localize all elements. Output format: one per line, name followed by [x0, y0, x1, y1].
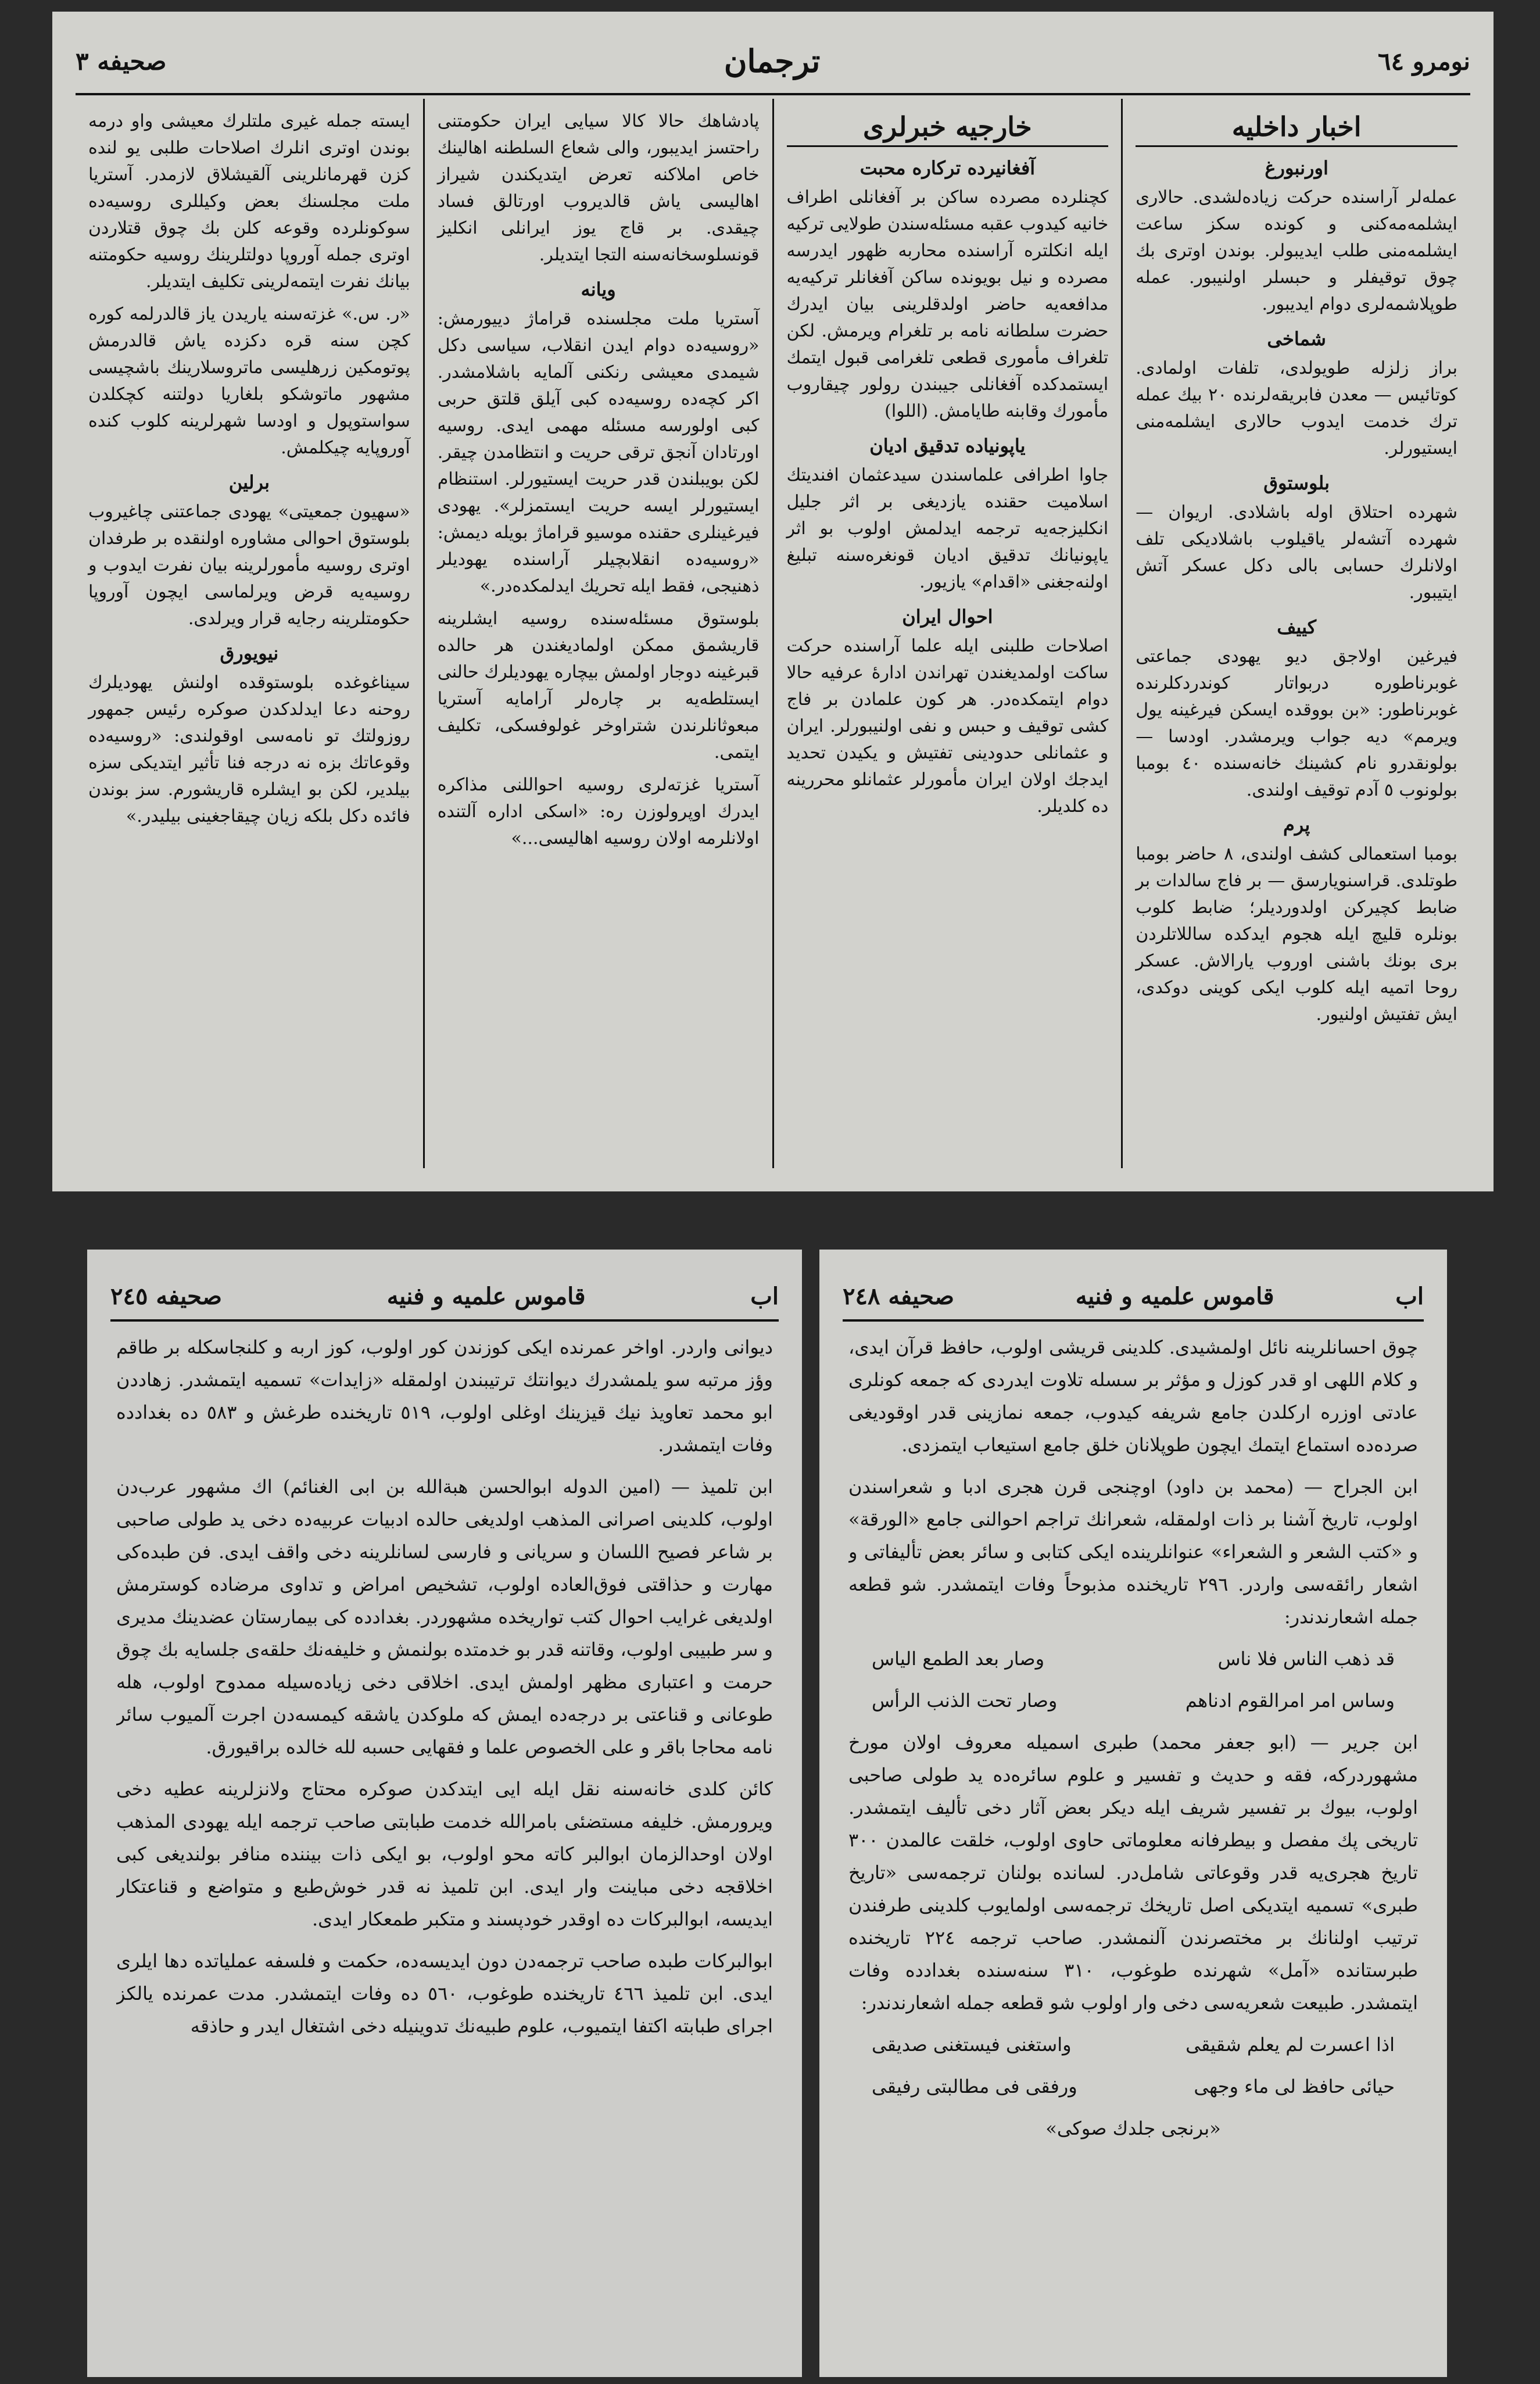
section-text: عمله‌لر آراسنده حركت زياده‌لشدی. حالاری ايشلمه‌مه‌كنی و كونده سكز ساعت ايشلمه‌منی طلب ايديبولر. بوندن اوتری بك چوق توقيفلر و حبسلر اولنيبور. عمله طوپلاشمه‌لری دوام ايديبور. [1136, 187, 1457, 314]
columns [76, 99, 1470, 1168]
issue-number: نومرو ٦٤ [1377, 46, 1470, 76]
page-number: صحيفه ٢٤٨ [843, 1282, 954, 1310]
verse-hemistich: واستغنی فيستغنی صديقی [872, 2034, 1072, 2056]
paragraph: ابن تلميذ — (امين الدوله ابوالحسن هبةالله بن ابی الغنائم) اك مشهور عرب‌دن اولوب، كلدينی اصرانی المذهب اولديغی حالده ادبيات عربيه‌ده دخی يد طولی صاحبی بر شاعر فصيح اللسان و سريانی و فارسی لسانلرينه دخی واقف ايدی. فن طبده‌كی مهارت و حذاقتی فوق‌العاده اولوب، تشخيص امراض و تداوی مرضاده كوسترمش اولديغی غرايب احوال كتب تواريخده مشهوردر. بغدادده كی بيمارستان عضدينك مديری و سر طبيبی اولوب، وقاتنه قدر بو خدمتده بولنمش و خليفه‌نك حلقه‌ی جلسايه بك چوق حرمت و اعتباری مظهر اولمش ايدی. اخلاقی دخی زياده‌سيله ممدوح اولوب، هله طوعانی و قناعتی بر درجه‌ده ايمش كه ملوكدن ياشقه كيمسه‌دن اجرت آلميوب سائر نامه محاجا باقر و علی الخصوص علما و فقهايی حسبه لله خالده براقيورق. [116, 1476, 773, 1758]
section-title: اورنبورغ [1265, 157, 1328, 179]
page-number: صحيفه ٢٤٥ [110, 1282, 222, 1310]
verse-line [848, 1684, 1418, 1717]
page-number: صحيفه ٣ [76, 46, 167, 76]
verse-hemistich: وصار تحت الذنب الرأس [872, 1689, 1058, 1712]
section-title: ويانه [581, 278, 616, 300]
column-europe-news [76, 99, 423, 1168]
column-heading: اخبار داخليه [1136, 108, 1457, 147]
page-body [116, 1331, 773, 2354]
section-title: پرم [1283, 814, 1310, 836]
paragraph: ابن الجراح — (محمد بن داود) اوچنجی قرن هجری ادبا و شعراسندن اولوب، تاريخ آشنا بر ذات اولمقله، شعرانك تراجم احوالنی جامع «الورقة» و «كتب الشعر و الشعراء» عنوانلرينده ايكی كتابی و سائر بعض تأليفاتی و اشعار رائقه‌سی واردر. ٢٩٦ تاريخنده مذبوحاً وفات ايتمشدر. شو قطعه جمله اشعارندندر: [848, 1476, 1418, 1628]
dictionary-page-left [87, 1250, 802, 2377]
paragraph: ابن جرير — (ابو جعفر محمد) طبری اسميله معروف اولان مورخ مشهوردركه، فقه و حديث و تفسير و علوم سائره‌ده يد طولی صاحبی اولوب، بيوك بر تفسير شريف ايله ديكر بعض آثار دخی تأليف ايتمشدر. تاريخی پك مفصل و بيطرفانه معلوماتی حاوی اولوب، خلقت عالمدن ٣٠٠ تاريخ هجری‌يه قدر وقوعاتی شامل‌در. لسانده بولنان ترجمه‌سی «تاريخ طبری» تسميه ايتديكی اصل تاريخك ترجمه‌سی اولمايوب كلدينی طرفندن ترتيب اولنانك بر مختصرندن آلنمشدر. صاحب ترجمه ٢٢٤ تاريخنده طبرستانده «آمل» شهرنده طوغوب، ٣١٠ سنه‌سنده بغدادده وفات ايتمشدر. طبيعت شعريه‌سی دخی وار اولوب شو قطعه جمله اشعارندندر: [848, 1731, 1418, 2014]
section-text: آستريا غزته‌لری روسيه احواللنی مذاكره ايدرك اوپرولوزن ره: «اسكی اداره آلتنده اولانلرمه اولان روسيه اهالیسی...» [437, 775, 760, 849]
section-text: اصلاحات طلبنی ايله علما آراسنده حركت ساكت اولمديغندن تهراندن ادارهٔ عرفيه حالا دوام ايتمكده‌در. هر كون علمادن بر فاج كشی توقيف و حبس و نفی اولنيبورلر. ايران و عثمانلی حدودينی تفتيش و يكيدن تحديد ايدجك اولان ايران مأمورلر عثمانلو محررينه ده كلديلر. [786, 636, 1109, 817]
verse-hemistich: اذا اعسرت لم يعلم شقيقی [1186, 2034, 1395, 2056]
paragraph: چوق احسانلرينه نائل اولمشيدی. كلدينی قريشی اولوب، حافظ قرآن ايدی، و كلام اللهی او قدر كوزل و مؤثر بر سسله تلاوت ايدردی كه جمعه كونلری عادتی اوزره اركلدن جامع شريفه كيدوب، جمعه نمازينی قدر اوقوديغی صرده‌ده استماع ايتمك ايچون طوپلانان خلق جامع استيعاب ايتمزدی. [848, 1336, 1418, 1456]
section-title: برلين [228, 471, 270, 493]
section-text: پادشاهك حالا كالا سيايی ايران حكومتنی راحتسز ايديبور، والی شعاع السلطنه اهالينك خاص املاكنه تعرض ايتديكندن شيراز اهالیسی ياش قالديروب اورتالق فساد چيقدی. بر قاج يوز ايرانلی انكليز قونسلوسخانه‌سنه التجا ايتديلر. [437, 111, 760, 265]
column-heading: خارجيه خبرلری [787, 108, 1109, 147]
section-title: كييف [1277, 616, 1316, 638]
paragraph: ابوالبركات طبده صاحب ترجمه‌دن دون ايديسه‌ده، حكمت و فلسفه عملياتده دها ايلری ايدی. ابن تلميذ ٤٦٦ تاريخنده طوغوب، ٥٦٠ ده وفات ايتمشدر. مدت عمرنده يالكز اجرای طبابته اكتفا ايتميوب، علوم طبيه‌نك تدوينيله دخی اشتغال ايدر و حاذقه [116, 1950, 773, 2037]
section-text: «ر. س.» غزته‌سنه ياريدن ياز قالدرلمه كوره كچن سنه قره دكزده ياش قالدرمش پوتومكين زرهلیسی ماتروسلارينك باشچيسی مشهور ماتوشكو بلغاريا دولتنه كچكلدن سواستوپول و اودسا شهرلرينه كلوب كنده آوروپايه چيكلمش. [88, 304, 410, 458]
paragraph: كائن كلدی خانه‌سنه نقل ايله ايی ايتدكدن صوكره محتاج ولانزلرينه عطيه دخی ويرورمش. خليفه مستضئی بامرالله خدمت طبابتی صاحب ترجمه ايله يهودی المذهب اولان اوحدالزمان ابوالبر كاته محو اولوب، بو ايكی ذات بيننده منافر بولنديغی كبی اخلاقجه دخی مباينت وار ايدی. ابن تلميذ نه قدر خوش‌طبع و متواضع و قناعتكار ايديسه، ابوالبركات ده اوقدر خودپسند و متكبر طمعكار ايدی. [116, 1778, 773, 1930]
masthead [76, 29, 1470, 95]
section-text: كچنلرده مصرده ساكن بر آفغانلی اطراف خانيه كيدوب عقبه مسئله‌سندن طولايی تركيه ايله انكلتره آراسنده محاربه ظهور ايدرسه مصرده و نيل بويونده ساكن آفغانلر تركيه‌يه مدافعه‌يه حاضر اولدقلرينی بيان ايدرك حضرت سلطانه نامه بر تلغرام ويرمش. لكن تلغراف مأموری قطعی تلغرامی قبول ايتمك ايستمدكده آفغانلی جيبندن رولور چيقاروب مأمورك وقابنه طايامش. (اللوا) [786, 187, 1109, 421]
verse-line [848, 2070, 1418, 2103]
section-text: ايسته جمله غيری ملتلرك معيشی واو درمه بوندن اوتری انلرك اصلاحات طلبی يو لنده كزن قهرمانلرينی آلقيشلاق لازمدر. آستريا ملت مجلسنك بعض وكيللری روسيه‌ده سوكونلرده وقوعه كلن بك چوق قتلاردن اوتری جمله آوروپا دولتلرينك روسيه حكومتنه بيانك نفرت ايتمه‌لرينی تكليف ايتديلر. [88, 111, 410, 292]
section-letter: اب [750, 1282, 779, 1310]
section-text: جاوا اطرافی علماسندن سيدعثمان افنديتك اسلاميت حقنده يازديغی بر اثر جليل انكليزجه‌يه ترجمه ايدلمش اولوب بو اثر ياپونيانك تدقيق اديان قونغره‌سنه تبليغ اولنه‌جغنی «اقدام» يازيور. [786, 465, 1109, 592]
section-title: آفغانيرده تركاره محبت [859, 157, 1036, 179]
verse-line [848, 1642, 1418, 1675]
dictionary-page-right [819, 1250, 1447, 2377]
column-domestic-news [1121, 99, 1470, 1168]
verse-hemistich: وساس امر امرالقوم ادناهم [1185, 1689, 1395, 1712]
section-title: ياپونياده تدقيق اديان [869, 435, 1026, 457]
section-title: شماخی [1267, 328, 1326, 350]
paragraph: ديوانی واردر. اواخر عمرنده ايكی كوزندن كور اولوب، كوز اربه و كلنجاسكله بر طاقم وؤز مرتبه سو يلمشدرك ديوانتك ترتيبندن اولمقله «زايدات» تسميه ايتمشدر. زهاددن ابو محمد تعاويذ نيك قيزينك اوغلی اولوب، ٥١٩ تاريخنده طرغش و ٥٨٣ ده بغدادده وفات ايتمشدر. [116, 1336, 773, 1456]
section-text: بلوستوق مسئله‌سنده روسيه ايشلرينه قاريشمق ممكن اولماديغندن هر حالده قبرغينه دوجار اولمش بيچاره يهوديلرك حالنی ايستلطه‌يه بر چاره‌لر آرامايه آستريا مبعوثانلرندن شتراوخر غولوفسكی، تكليف ايتمی. [437, 608, 760, 763]
page-header [843, 1273, 1424, 1322]
section-text: بومبا استعمالی كشف اولندی، ٨ حاضر بومبا طوتلدی. قراسنويارسق — بر فاج سالدات بر ضابط كچيركن اولدوردیلر؛ ضابط كلوب بونلره قليچ ايله هجوم ايدكده ساللاتلردن بری بونك باشنی اوروب يارالاش. عسكر روحا اتميه ايله كلوب ايكی كوينی دوكدی، ايش تفتيش اولنيور. [1136, 844, 1457, 1025]
section-text: سيناغوغده بلوستوقده اولنش يهوديلرك روحنه دعا ايدلدكدن صوكره رئيس جمهور روزولتك تو نامه‌سی اوقولندی: «روسيه‌ده وقوعاتك بزه نه درجه فنا تأثير ايتديكی سزه بيلدير، لكن بو ايشلره قاريشورم. سز بوندن فائده دكل بلكه زيان چيقاجغينی بيليدر.» [88, 672, 410, 826]
page-header [110, 1273, 779, 1322]
book-title: قاموس علميه و فنيه [386, 1282, 586, 1310]
verse-hemistich: حيائی حافظ لی ماء وجهی [1194, 2075, 1395, 2097]
section-text: فيرغين اولاجق ديو يهودی جماعتی غوبرناطوره دربواتار كوندردكلرنده غوبرناطور: «بن بووقده ايسكن فيرغينه يول ويرمم» ديه جواب ويرمشدر. اودسا — بولونقدرو نام كشينك خانه‌سنده ٤٠ بومبا بولونوب ٥ آدم توقيف اولندی. [1136, 646, 1457, 800]
verse-hemistich: ورفقی فی مطالبتی رفيقی [872, 2075, 1077, 2097]
section-text: آستريا ملت مجلسنده قراماژ دييورمش: «روسيه‌ده دوام ايدن انقلاب، سياسی دكل شيمدی معيشی رنكنی آلمايه باشلامشدر. اكر كچه‌ده روسيه‌ده كبی آيلق قلتق حربی كبی اولورسه مسئله مهمی ايدی. روسيه اورتادان آنجق ترقی حريت و انتظامدن چيقر. لكن بويبلندن قدر حريت ايستيورلر. استنظام ايستيورلر ايسه حريت ايستمزلر». يهودی فيرغينلری حقنده موسيو قراماژ بويله ديمش: «روسيه‌ده انقلابچيلر آراسنده يهودیلر ذهنيجی، فقط ايله تحريك ايدلمكده‌در.» [437, 309, 760, 596]
book-title: قاموس علميه و فنيه [1075, 1282, 1274, 1310]
section-title: نيويورق [220, 642, 279, 664]
column-foreign-news [772, 99, 1122, 1168]
verse-hemistich: وصار بعد الطمع الياس [872, 1648, 1045, 1670]
column-continued [423, 99, 772, 1168]
section-title: بلوستوق [1263, 472, 1330, 494]
section-text: شهرده احتلاق اوله باشلادی. اريوان — شهرده آتشه‌لر ياقيلوب باشلادیكی تلف اولانلرك حسابی بالی دكل عسكر آتش ايتيبور. [1136, 502, 1457, 603]
volume-end-note: «برنجی جلدك صوكی» [1045, 2117, 1221, 2139]
section-letter: اب [1395, 1282, 1424, 1310]
newspaper-title: ترجمان [724, 42, 821, 80]
section-text: «سهيون جمعيتی» يهودی جماعتنی چاغيروب بلوستوق احوالی مشاوره اولنقده بر طرفدان اوتری روسيه مأمورلرينه بيان نفرت ايدوب و روسيه‌يه قرض ويرلماسی ايچون آوروپا حكومتلرينه رجايه قرار ويرلدی. [88, 502, 410, 629]
section-title: احوال ايران [902, 606, 993, 628]
newspaper-page [52, 12, 1494, 1191]
section-text: براز زلزله طويولدی، تلفات اولمادی. كوتائيس — معدن فابريقه‌لرنده ٢٠ بيك عمله ترك خدمت ايدوب حالاری ايشلمه‌منی ايستيورلر. [1136, 358, 1457, 459]
page-body [848, 1331, 1418, 2354]
verse-line [848, 2028, 1418, 2061]
verse-hemistich: قد ذهب الناس فلا ناس [1217, 1648, 1395, 1670]
